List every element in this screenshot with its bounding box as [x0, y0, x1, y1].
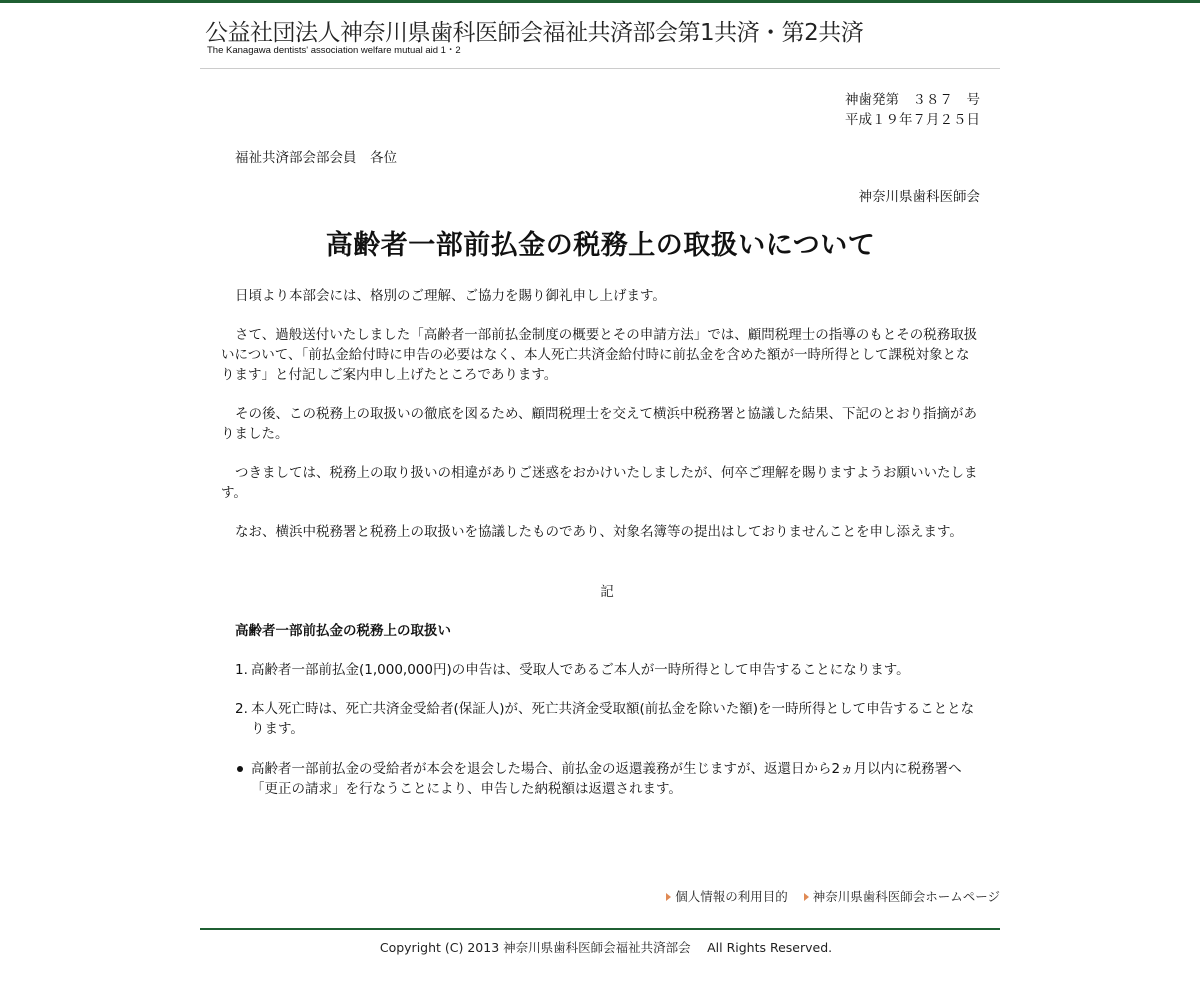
- site-header: [200, 14, 1000, 69]
- document-title: 高齢者一部前払金の税務上の取扱いについて: [325, 230, 876, 261]
- footer-divider: [200, 928, 1000, 930]
- paragraph-note: なお、横浜中税務署と税務上の取扱いを協議したものであり、対象名簿等の提出はしておりませんことを申し添えます。: [235, 524, 963, 540]
- copyright: Copyright (C) 2013 神奈川県歯科医師会福祉共済部会 All Rights Reserved.: [379, 940, 833, 955]
- section-title: 高齢者一部前払金の税務上の取扱い: [235, 623, 451, 639]
- paragraph-apology: つきましては、税務上の取り扱いの相違がありご迷惑をおかけいたしましたが、何卒ご理解を賜りますようお願いいたします。: [221, 465, 978, 501]
- bullet-list-item: [235, 759, 980, 799]
- sender: 神奈川県歯科医師会: [858, 189, 980, 205]
- arrow-right-icon: [804, 893, 809, 901]
- list-item: [235, 660, 980, 680]
- footer-links: [654, 888, 1000, 906]
- document-number-block: [845, 90, 980, 130]
- top-accent-bar: [0, 0, 1200, 3]
- recipient: 福祉共済部会部会員 各位: [235, 150, 397, 166]
- site-title: 公益社団法人神奈川県歯科医師会福祉共済部会第1共済・第2共済: [205, 20, 864, 46]
- association-homepage-link-label: 神奈川県歯科医師会ホームページ: [812, 889, 1000, 904]
- ordered-list: [235, 660, 980, 758]
- list-item-number: 2.: [235, 701, 248, 717]
- arrow-right-icon: [666, 893, 671, 901]
- list-item-text: 高齢者一部前払金(1,000,000円)の申告は、受取人であるご本人が一時所得として申告することになります。: [251, 662, 910, 678]
- paragraph-consultation: その後、この税務上の取扱いの徹底を図るため、顧問税理士を交えて横浜中税務署と協議した結果、下記のとおり指摘がありました。: [221, 406, 977, 442]
- ki-marker: 記: [600, 584, 614, 600]
- bullet-list: [235, 759, 980, 799]
- bullet-item-text: 高齢者一部前払金の受給者が本会を退会した場合、前払金の返還義務が生じますが、返還日から2ヵ月以内に税務署へ「更正の請求」を行なうことにより、申告した納税額は返還されます。: [251, 761, 962, 797]
- bullet-icon: [237, 766, 243, 772]
- paragraph-background: さて、過般送付いたしました「高齢者一部前払金制度の概要とその申請方法」では、顧問税理士の指導のもとその税務取扱いについて、「前払金給付時に申告の必要はなく、本人死亡共済金給付時に前払金を含めた額が一時所得として課税対象となります」と付記しご案内申し上げたところであります。: [221, 327, 978, 383]
- list-item-text: 本人死亡時は、死亡共済金受給者(保証人)が、死亡共済金受取額(前払金を除いた額)を一時所得として申告することとなります。: [251, 701, 975, 737]
- document-number: 神歯発第 ３８７ 号: [845, 92, 980, 108]
- privacy-policy-link[interactable]: [666, 889, 788, 904]
- list-item: [235, 699, 980, 739]
- privacy-policy-link-label: 個人情報の利用目的: [675, 889, 788, 904]
- association-homepage-link[interactable]: [804, 889, 1000, 904]
- list-item-number: 1.: [235, 662, 248, 678]
- site-subtitle: The Kanagawa dentists' association welfare mutual aid 1・2: [207, 45, 461, 56]
- paragraph-greeting: 日頃より本部会には、格別のご理解、ご協力を賜り御礼申し上げます。: [235, 288, 666, 304]
- document-date: 平成１９年７月２５日: [845, 112, 980, 128]
